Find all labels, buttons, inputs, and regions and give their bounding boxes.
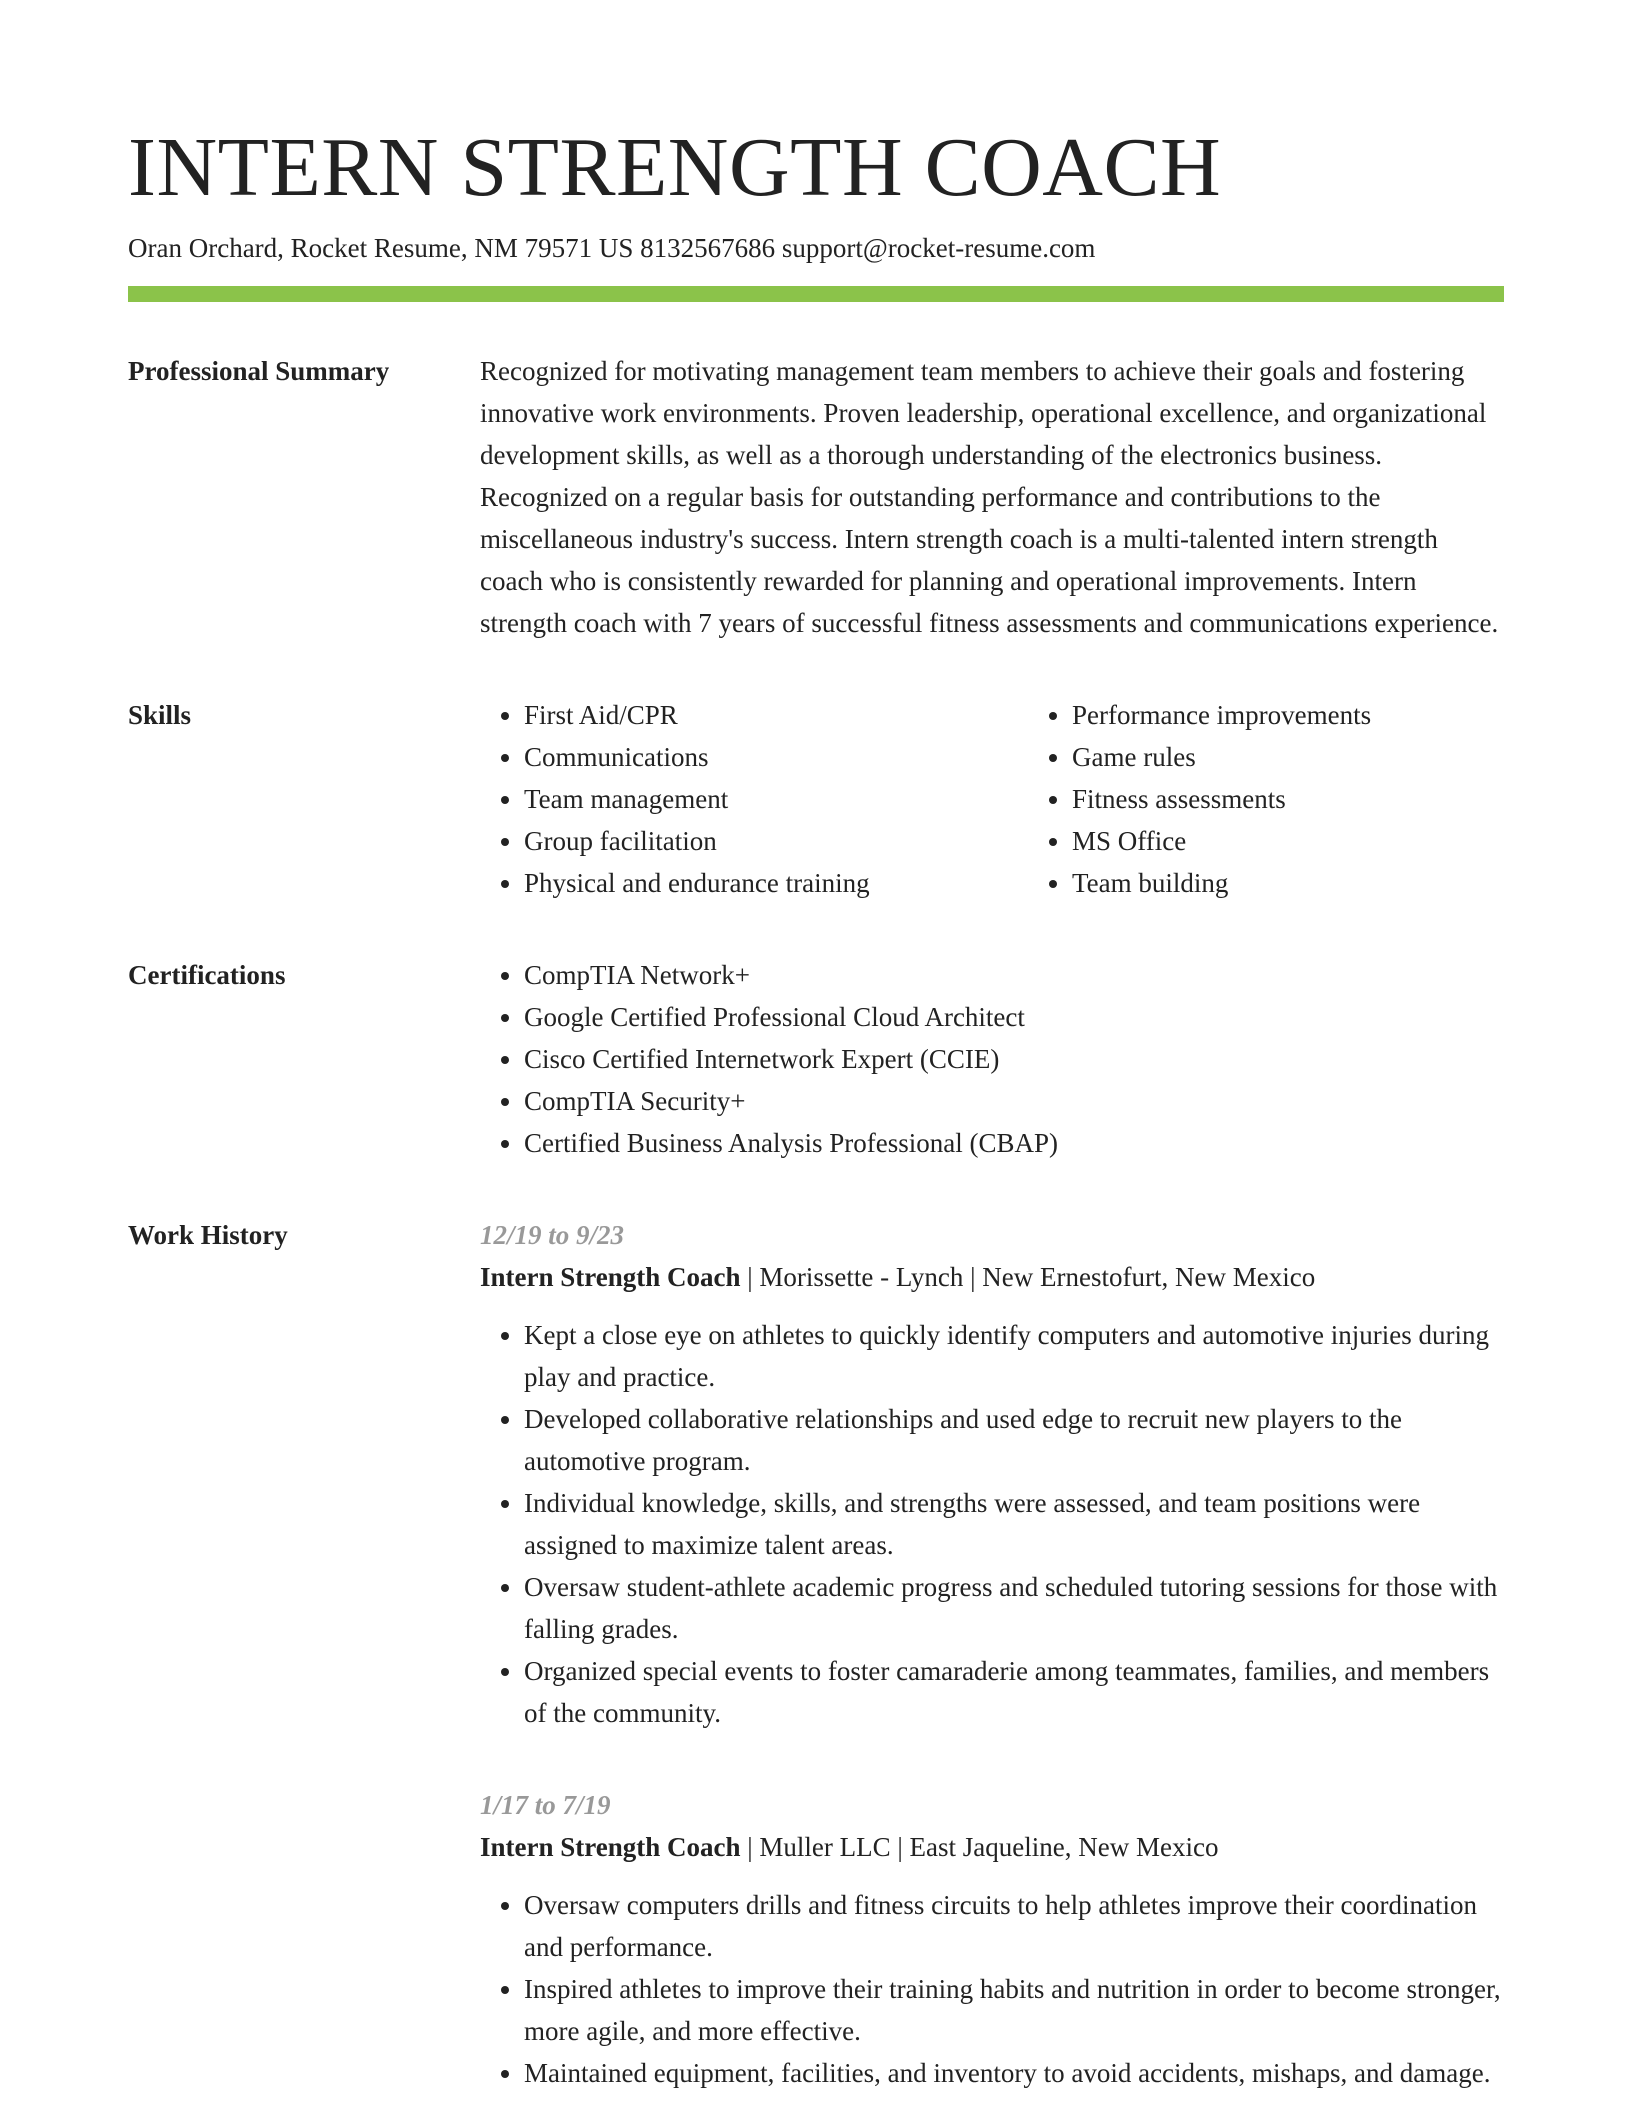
summary-heading: Professional Summary (128, 356, 390, 386)
certifications-heading: Certifications (128, 960, 286, 990)
summary-section (128, 350, 1504, 644)
job-bullet: • Oversaw computers drills and fitness circuits to help athletes improve their coordination and performance. (524, 1884, 1504, 1968)
job-entry (480, 1784, 1504, 2094)
job-bullets (480, 1314, 1504, 1734)
skills-list-left (480, 694, 1028, 904)
job-header (480, 1826, 1504, 1868)
certifications-list (480, 954, 1504, 1164)
certification-item: • CompTIA Network+ (524, 954, 1504, 996)
job-dates: 12/19 to 9/23 (480, 1220, 625, 1250)
certification-item: • Google Certified Professional Cloud Architect (524, 996, 1504, 1038)
skill-item: • Team management (524, 778, 1028, 820)
certifications-section (128, 954, 1504, 1164)
job-bullet: • Oversaw student-athlete academic progress and scheduled tutoring sessions for those with falling grades. (524, 1566, 1504, 1650)
job-dates: 1/17 to 7/19 (480, 1790, 611, 1820)
certification-item: • Certified Business Analysis Professional (CBAP) (524, 1122, 1504, 1164)
job-title: Intern Strength Coach (480, 1262, 741, 1292)
job-bullets (480, 1884, 1504, 2094)
job-entry (480, 1214, 1504, 1734)
skill-item: • Fitness assessments (1072, 778, 1576, 820)
job-bullet: • Individual knowledge, skills, and strengths were assessed, and team positions were assigned to maximize talent areas. (524, 1482, 1504, 1566)
job-bullet: • Kept a close eye on athletes to quickly identify computers and automotive injuries during play and practice. (524, 1314, 1504, 1398)
job-bullet: • Organized special events to foster camaraderie among teammates, families, and members of the community. (524, 1650, 1504, 1734)
skill-item: • First Aid/CPR (524, 694, 1028, 736)
job-bullet: • Developed collaborative relationships and used edge to recruit new players to the automotive program. (524, 1398, 1504, 1482)
work-history-heading: Work History (128, 1220, 288, 1250)
certification-item: • Cisco Certified Internetwork Expert (CCIE) (524, 1038, 1504, 1080)
resume-page (128, 118, 1504, 2094)
skill-item: • Group facilitation (524, 820, 1028, 862)
skills-list-right (1028, 694, 1576, 904)
skills-section (128, 694, 1504, 904)
skills-heading: Skills (128, 700, 192, 730)
work-history-section (128, 1214, 1504, 2094)
job-details: | Muller LLC | East Jaqueline, New Mexico (740, 1832, 1219, 1862)
resume-title: INTERN STRENGTH COACH (128, 121, 1222, 214)
skill-item: • Communications (524, 736, 1028, 778)
skill-item: • Team building (1072, 862, 1576, 904)
job-title: Intern Strength Coach (480, 1832, 741, 1862)
skill-item: • Performance improvements (1072, 694, 1576, 736)
job-bullet: • Maintained equipment, facilities, and inventory to avoid accidents, mishaps, and damage. (524, 2052, 1504, 2094)
job-details: | Morissette - Lynch | New Ernestofurt, New Mexico (740, 1262, 1316, 1292)
skill-item: • MS Office (1072, 820, 1576, 862)
header-divider (128, 286, 1504, 302)
summary-text: Recognized for motivating management team members to achieve their goals and fostering innovative work environments. Proven leadership, operational excellence, and organizational development skills, as well as a thorough understanding of the electronics business. Recognized on a regular basis for outstanding performance and contributions to the miscellaneous industry's success. Intern strength coach is a multi-talented intern strength coach who is consistently rewarded for planning and operational improvements. Intern strength coach with 7 years of successful fitness assessments and communications experience. (480, 356, 1499, 638)
skill-item: • Game rules (1072, 736, 1576, 778)
contact-line: Oran Orchard, Rocket Resume, NM 79571 US 8132567686 support@rocket-resume.com (128, 233, 1096, 263)
job-header (480, 1256, 1504, 1298)
skill-item: • Physical and endurance training (524, 862, 1028, 904)
job-bullet: • Inspired athletes to improve their training habits and nutrition in order to become stronger, more agile, and more effective. (524, 1968, 1504, 2052)
certification-item: • CompTIA Security+ (524, 1080, 1504, 1122)
